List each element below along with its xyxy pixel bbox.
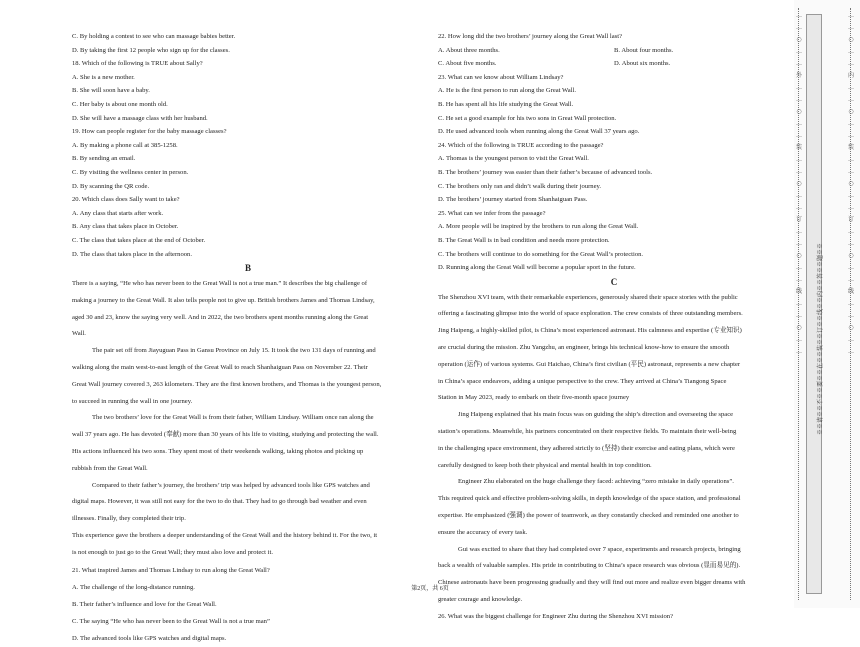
binding-char: 内 xyxy=(847,72,854,79)
binding-char: … xyxy=(796,60,802,67)
question-line: 24. Which of the following is TRUE according to the passage? xyxy=(438,141,604,149)
passage-line: Engineer Zhu elaborated on the huge challenge they faced: achieving “zero mistake in daily operations”. xyxy=(458,478,734,486)
passage-line: in China’s space endeavors, adding a unique perspective to the crew. They arrived at China’s Tiangong Space xyxy=(438,377,727,385)
binding-char: ○ xyxy=(796,108,802,115)
binding-char: … xyxy=(796,336,802,343)
binding-char: … xyxy=(796,24,802,31)
binding-char: … xyxy=(796,192,802,199)
question-line: 25. What can we infer from the passage? xyxy=(438,209,546,217)
passage-line: greater courage and knowledge. xyxy=(438,596,523,604)
section-heading-b: B xyxy=(244,263,251,274)
warning-text: ※※请※※不※※要※※在※※装※※订※※线※※内※※答※※题※※ xyxy=(818,242,824,435)
passage-line: This experience gave the brothers a deeper understanding of the Great Wall and the history behind it. For the two, it xyxy=(72,532,378,540)
passage-line: are crucial during the mission. Zhu Yangzhu, an engineer, brings his technical know-how to ensure the smooth xyxy=(438,344,730,352)
passage-line: expertise. He emphasized (强调) the power of teamwork, as they constantly checked and reminded one another to xyxy=(438,512,739,520)
passage-line: Compared to their father’s journey, the brothers’ trip was helped by advanced tools like GPS watches and xyxy=(92,481,370,489)
binding-char: … xyxy=(796,96,802,103)
warning-strip xyxy=(806,14,822,594)
left-column xyxy=(72,30,424,647)
binding-char: 订 xyxy=(795,216,802,223)
binding-char: ○ xyxy=(796,180,802,187)
passage-line: wall 37 years ago. He has devoted (奉献) more than 30 years of his life to visiting, studying and protecting the wall. xyxy=(72,431,379,439)
question-line: B. Their father’s influence and love for the Great Wall. xyxy=(72,600,217,608)
binding-char: … xyxy=(796,12,802,19)
binding-char: … xyxy=(848,348,854,355)
passage-line: The Shenzhou XVI team, with their remarkable experiences, generously shared their space stories with the public xyxy=(438,293,738,301)
passage-line: is not enough to just go to the Great Wall; they must also love and protect it. xyxy=(72,548,273,556)
question-line: D. The class that takes place in the afternoon. xyxy=(72,250,192,258)
page-number: 第2页，共 6页 xyxy=(411,586,449,592)
binding-char: … xyxy=(848,24,854,31)
passage-line: to succeed in running the wall in one journey. xyxy=(72,397,193,405)
option: A. About three months. xyxy=(438,46,500,54)
binding-char: … xyxy=(848,120,854,127)
passage-line: This required quick and effective problem-solving skills, in depth knowledge of the space station, and professional xyxy=(438,495,741,503)
question-line: 26. What was the biggest challenge for Engineer Zhu during the Shenzhou XVI mission? xyxy=(438,612,673,620)
passage-line: in the challenging space environment, they adhered strictly to (坚持) their exercise and eating plans, which were xyxy=(438,444,735,452)
passage-line: Jing Haipeng explained that his main focus was on guiding the ship’s direction and overseeing the space xyxy=(458,411,734,419)
binding-char: … xyxy=(796,228,802,235)
passage-line: digital maps. However, it was still not easy for the two to do that. They had to go through bad weather and even xyxy=(72,498,367,506)
question-line: B. By sending an email. xyxy=(72,155,136,163)
passage-line: station’s operations. Meanwhile, his partners concentrated on their respective fields. To maintain their well-being xyxy=(438,428,737,436)
outer-binding-marks xyxy=(794,10,804,358)
passage-line: The two brothers’ love for the Great Wall is from their father, William Lindsay. William once ran along the xyxy=(92,414,374,422)
option-row xyxy=(438,57,790,71)
passage-line: aged 30 and 23, know the saying very well. And in 2022, the two brothers spent months running along the Great xyxy=(72,313,369,321)
right-column xyxy=(438,30,790,626)
question-line: C. Her baby is about one month old. xyxy=(72,100,168,108)
binding-char: 线 xyxy=(795,288,802,295)
passage-line: Station in May 2023, ready to embark on their five-month space journey xyxy=(438,394,630,402)
option: D. About six months. xyxy=(614,60,671,68)
binding-char: ○ xyxy=(848,180,854,187)
question-line: C. By visiting the wellness center in person. xyxy=(72,168,189,176)
binding-char: … xyxy=(796,84,802,91)
question-line: C. The brothers only ran and didn’t walk during their journey. xyxy=(438,182,602,190)
passage-line: Chinese astronauts have been progressing gradually and they will find out more and realize even bigger dreams with xyxy=(438,579,746,587)
question-line: A. He is the first person to run along the Great Wall. xyxy=(438,87,576,95)
question-line: B. Any class that takes place in October. xyxy=(72,223,179,231)
question-line: B. The Great Wall is in bad condition and needs more protection. xyxy=(438,236,610,244)
binding-char: … xyxy=(848,336,854,343)
question-line: 20. Which class does Sally want to take? xyxy=(72,196,180,204)
question-line: C. The brothers will continue to do something for the Great Wall’s protection. xyxy=(438,250,644,258)
question-line: 22. How long did the two brothers’ journey along the Great Wall last? xyxy=(438,33,622,40)
binding-char: 外 xyxy=(795,72,802,79)
passage-line: Gui was excited to share that they had completed over 7 space, experiments and research projects, bringing xyxy=(458,545,741,553)
binding-char: … xyxy=(848,168,854,175)
question-line: B. The brothers’ journey was easier than their father’s because of advanced tools. xyxy=(438,168,653,176)
question-line: C. By holding a contest to see who can massage babies better. xyxy=(72,33,236,40)
passage-line: The pair set off from Jiayuguan Pass in Gansu Province on July 15. It took the two 131 days of running and xyxy=(92,347,376,355)
question-line: D. She will have a massage class with her husband. xyxy=(72,114,208,122)
passage-line: Jing Haipeng, a highly-skilled pilot, is China’s most experienced astronaut. His calmness and expertise (专业知识) xyxy=(438,327,742,335)
binding-char: … xyxy=(796,168,802,175)
passage-line: back a wealth of valuable samples. His pride in contributing to China’s space research was obvious (显而易见的). xyxy=(438,562,741,570)
passage-line: There is a saying, “He who has never been to the Great Wall is not a true man.” It describes the big challenge of xyxy=(72,280,368,288)
binding-char: … xyxy=(796,120,802,127)
binding-char: ○ xyxy=(796,252,802,259)
passage-line: rubbish from the Great Wall. xyxy=(72,464,148,472)
binding-char: … xyxy=(848,156,854,163)
binding-char: 订 xyxy=(847,216,854,223)
binding-char: … xyxy=(848,48,854,55)
binding-char: … xyxy=(796,276,802,283)
binding-char: … xyxy=(848,96,854,103)
passage-line: making a journey to the Great Wall. It also tells people not to give up. British brothers James and Thomas Lindsay, xyxy=(72,296,375,304)
question-line: B. She will soon have a baby. xyxy=(72,87,150,95)
binding-char: 线 xyxy=(847,288,854,295)
binding-char: ○ xyxy=(848,252,854,259)
passage-line: His actions influenced his two sons. They spent most of their weekends walking, taking photos and picking up xyxy=(72,448,364,456)
question-line: A. The challenge of the long-distance running. xyxy=(72,583,195,591)
question-line: A. By making a phone call at 385-1258. xyxy=(72,141,178,149)
binding-char: … xyxy=(848,60,854,67)
binding-char: … xyxy=(796,312,802,319)
passage-line: walking along the main west-to-east length of the Great Wall to reach Shanhaiguan Pass on November 22. Their xyxy=(72,364,368,372)
question-line: D. By scanning the QR code. xyxy=(72,182,150,190)
binding-char: ○ xyxy=(848,108,854,115)
question-line: 18. Which of the following is TRUE about Sally? xyxy=(72,60,203,68)
binding-char: … xyxy=(848,240,854,247)
binding-char: 装 xyxy=(795,144,802,151)
question-line: D. By taking the first 12 people who sign up for the classes. xyxy=(72,46,230,54)
binding-char: … xyxy=(796,156,802,163)
binding-char: … xyxy=(848,84,854,91)
option-row xyxy=(438,44,790,58)
question-line: 19. How can people register for the baby massage classes? xyxy=(72,128,227,136)
binding-char: … xyxy=(796,300,802,307)
question-line: 21. What inspired James and Thomas Lindsay to run along the Great Wall? xyxy=(72,566,270,574)
binding-char: … xyxy=(796,264,802,271)
question-line: C. He set a good example for his two sons in Great Wall protection. xyxy=(438,114,617,122)
question-line: D. He used advanced tools when running along the Great Wall 37 years ago. xyxy=(438,128,640,136)
question-line: C. The saying “He who has never been to the Great Wall is not a true man” xyxy=(72,617,270,625)
passage-line: offering a fascinating glimpse into the world of space exploration. The crew consists of three outstanding members. xyxy=(438,310,743,318)
binding-char: 装 xyxy=(847,144,854,151)
option: C. About five months. xyxy=(438,60,497,68)
passage-line: operation (运作) of various systems. Gui Haichao, China’s first civilian (平民) astronaut, represents a new chapter xyxy=(438,360,741,368)
binding-char: ○ xyxy=(796,324,802,331)
binding-char: ○ xyxy=(796,36,802,43)
binding-char: … xyxy=(848,204,854,211)
option: B. About four months. xyxy=(614,46,674,54)
binding-char: … xyxy=(848,300,854,307)
binding-margin xyxy=(794,0,860,608)
passage-line: carefully designed to keep both their physical and mental health in top condition. xyxy=(438,461,652,469)
binding-char: … xyxy=(848,264,854,271)
question-line: D. The brothers’ journey started from Shanhaiguan Pass. xyxy=(438,196,588,204)
passage-line: Great Wall journey covered 3, 263 kilometers. They are the first known brothers, and Thomas is the youngest person, xyxy=(72,380,382,388)
binding-char: … xyxy=(848,228,854,235)
passage-line: Wall. xyxy=(72,330,86,338)
binding-char: … xyxy=(796,48,802,55)
section-heading-c: C xyxy=(610,276,618,287)
binding-char: … xyxy=(848,132,854,139)
question-line: A. Thomas is the youngest person to visit the Great Wall. xyxy=(438,155,589,163)
inner-binding-marks xyxy=(846,10,856,358)
question-line: 23. What can we know about William Lindsay? xyxy=(438,73,564,81)
binding-char: ○ xyxy=(848,36,854,43)
binding-char: … xyxy=(796,132,802,139)
binding-char: … xyxy=(848,276,854,283)
binding-char: … xyxy=(848,12,854,19)
passage-line: ensure the accuracy of every task. xyxy=(438,528,528,536)
question-line: C. The class that takes place at the end of October. xyxy=(72,236,206,244)
binding-char: … xyxy=(848,192,854,199)
question-line: A. Any class that starts after work. xyxy=(72,209,164,217)
binding-char: … xyxy=(796,204,802,211)
binding-char: … xyxy=(796,348,802,355)
binding-char: … xyxy=(848,312,854,319)
question-line: B. He has spent all his life studying the Great Wall. xyxy=(438,100,574,108)
question-line: D. The advanced tools like GPS watches and digital maps. xyxy=(72,634,227,642)
question-line: D. Running along the Great Wall will become a popular sport in the future. xyxy=(438,264,636,272)
question-line: A. More people will be inspired by the brothers to run along the Great Wall. xyxy=(438,223,639,231)
binding-char: … xyxy=(796,240,802,247)
passage-line: illnesses. Finally, they completed their trip. xyxy=(72,515,186,523)
binding-char: ○ xyxy=(848,324,854,331)
question-line: A. She is a new mother. xyxy=(72,73,135,81)
